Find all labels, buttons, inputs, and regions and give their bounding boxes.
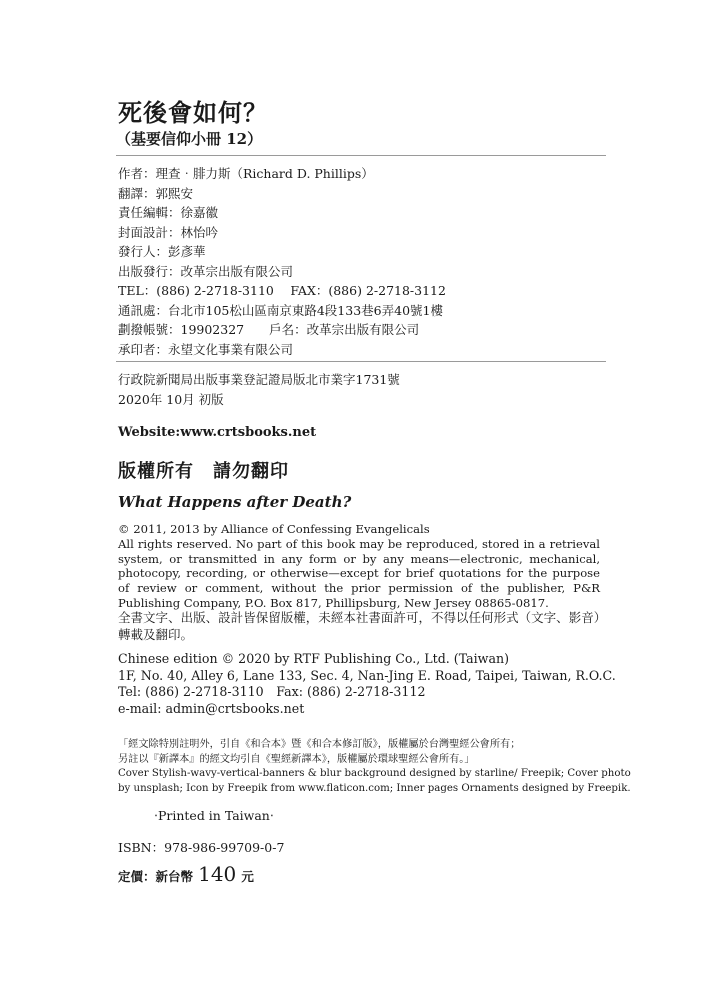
credit-editor: 責任編輯：徐嘉徽 bbox=[118, 205, 219, 220]
image-credit-line: by unsplash; Icon by Freepik from www.flaticon.com; Inner pages Ornaments designed by Freepik. bbox=[118, 782, 631, 794]
credit-cover-design: 封面設計：林怡吟 bbox=[118, 224, 219, 240]
website-link: Website:www.crtsbooks.net bbox=[118, 425, 317, 440]
credit-publisher: 發行人：彭彥華 bbox=[118, 244, 206, 259]
series-name: （基要信仰小冊 12） bbox=[116, 130, 263, 148]
price bbox=[118, 862, 254, 886]
chinese-edition-copyright: Chinese edition © 2020 by RTF Publishing Co., Ltd. (Taiwan) bbox=[118, 651, 509, 666]
price-unit: 元 bbox=[241, 869, 254, 884]
credit-printer: 承印者：永望文化事業有限公司 bbox=[118, 341, 294, 357]
copyright-english: © 2011, 2013 by Alliance of Confessing Evangelicals All rights reserved. No part of this book may be reproduced, stored in a retrieval system, or transmitted in any form or by any means—electronic, mechanical, photocopy, recording, or otherwise—except for brief quotations for the purpose of review or comment, without the prior permission of the publisher, P&R Publishing Company, P.O. Box 817, Phillipsburg, New Jersey 08865-0817. bbox=[118, 522, 600, 610]
chinese-edition-address: 1F, No. 40, Alley 6, Lane 133, Sec. 4, Nan-Jing E. Road, Taipei, Taiwan, R.O.C. bbox=[118, 667, 616, 683]
scripture-notes bbox=[118, 738, 631, 796]
credit-author: 作者：理查‧腓力斯（Richard D. Phillips） bbox=[118, 166, 374, 181]
english-title: What Happens after Death? bbox=[118, 493, 352, 511]
divider-middle bbox=[116, 361, 606, 362]
credit-distributor: 出版發行：改革宗出版有限公司 bbox=[118, 263, 294, 279]
divider-top bbox=[116, 155, 606, 156]
chinese-edition-phone: Tel: (886) 2-2718-3110 Fax: (886) 2-2718-3112 bbox=[118, 684, 426, 699]
copyright-chinese: 全書文字、出版、設計皆保留版權，未經本社書面許可，不得以任何形式（文字、影音）轉載及翻印。 bbox=[118, 610, 600, 642]
credit-address: 通訊處：台北市105松山區南京東路4段133巷6弄40號1樓 bbox=[118, 302, 443, 318]
registration-license: 行政院新聞局出版事業登記證局版北市業字1731號 bbox=[118, 372, 400, 387]
image-credit-line: Cover Stylish-wavy-vertical-banners & blur background designed by starline/ Freepik; Cover photo bbox=[118, 768, 631, 779]
credit-phone-fax: TEL：(886) 2-2718-3110 FAX：(886) 2-2718-3112 bbox=[118, 283, 446, 298]
price-label: 定價：新台幣 bbox=[118, 869, 194, 884]
rights-reserved-cn: 版權所有 請勿翻印 bbox=[118, 461, 289, 482]
price-amount: 140 bbox=[198, 862, 237, 886]
book-title: 死後會如何？ bbox=[118, 98, 268, 127]
isbn: ISBN：978-986-99709-0-7 bbox=[118, 840, 285, 855]
registration-block bbox=[118, 370, 400, 409]
scripture-note-line: 「經文除特別註明外，引自《和合本》暨《和合本修訂版》，版權屬於台灣聖經公會所有； bbox=[118, 739, 521, 750]
credits-block bbox=[118, 164, 446, 359]
chinese-edition-block bbox=[118, 651, 616, 717]
chinese-edition-email: e-mail: admin@crtsbooks.net bbox=[118, 700, 305, 716]
credit-translator: 翻譯：郭熙安 bbox=[118, 185, 194, 201]
printed-in: ‧Printed in Taiwan‧ bbox=[154, 808, 274, 823]
credit-postal-account: 劃撥帳號：19902327 戶名：改革宗出版有限公司 bbox=[118, 322, 420, 337]
edition-date: 2020年 10月 初版 bbox=[118, 391, 224, 407]
scripture-note-line: 另註以『新譯本』的經文均引自《聖經新譯本》，版權屬於環球聖經公會所有。」 bbox=[118, 753, 475, 765]
